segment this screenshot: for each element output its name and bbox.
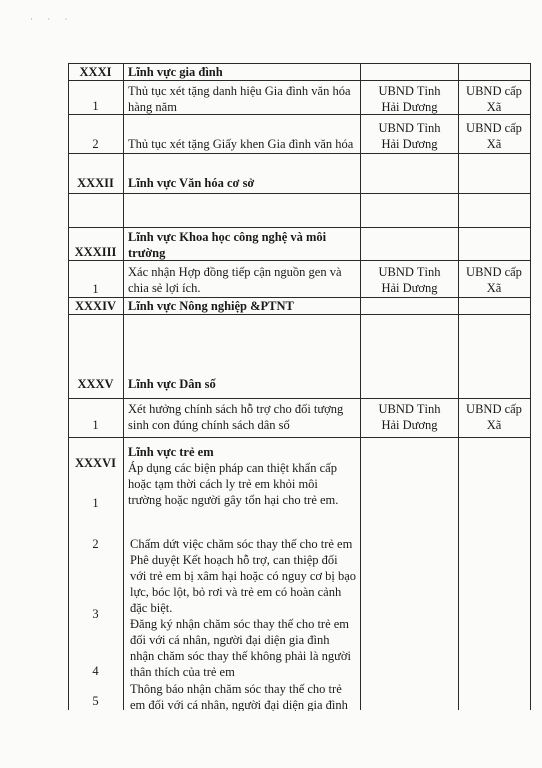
row-number: 1	[92, 496, 99, 510]
level-text: UBND cấp Xã	[466, 265, 522, 295]
section-title: Lĩnh vực Khoa học công nghệ và môi trường	[128, 230, 327, 260]
row-number: 2	[92, 537, 99, 551]
agency-text: UBND Tỉnh Hải Dương	[378, 121, 441, 151]
procedure-text: Thủ tục xét tặng danh hiệu Gia đình văn hóa hàng năm	[128, 84, 351, 114]
level-text: UBND cấp Xã	[466, 121, 522, 151]
procedure-text: Thủ tục xét tặng Giấy khen Gia đình văn hóa	[128, 137, 354, 151]
procedure-text: Thông báo nhận chăm sóc thay thế cho trẻ em đối với cá nhân, người đại diện gia đình	[130, 682, 348, 711]
procedure-text: Xác nhận Hợp đồng tiếp cận nguồn gen và chia sẻ lợi ích.	[128, 265, 342, 295]
section-number: XXXII	[77, 176, 114, 190]
row-number: 1	[92, 282, 99, 296]
section-title: Lĩnh vực Văn hóa cơ sở	[128, 176, 255, 190]
section-number: XXXI	[79, 65, 112, 79]
section-number: XXXVI	[75, 456, 116, 470]
scan-specks: · · ·	[30, 14, 74, 24]
row-number: 1	[92, 418, 99, 432]
section-number: XXXIV	[75, 299, 116, 313]
section-title: Lĩnh vực gia đình	[128, 65, 223, 79]
row-number: 5	[92, 694, 99, 708]
section-title: Lĩnh vực Nông nghiệp &PTNT	[128, 299, 294, 313]
procedure-text: Đăng ký nhận chăm sóc thay thế cho trẻ em đối với cá nhân, người đại diện gia đình nhận chăm sóc thay thế không phải là người thân thích của trẻ em	[130, 617, 351, 679]
row-number: 1	[92, 99, 99, 113]
agency-text: UBND Tỉnh Hải Dương	[378, 265, 441, 295]
section-title: Lĩnh vực trẻ em	[128, 445, 214, 459]
level-text: UBND cấp Xã	[466, 84, 522, 114]
row-number: 3	[92, 607, 99, 621]
agency-text: UBND Tỉnh Hải Dương	[378, 402, 441, 432]
procedure-text: Chấm dứt việc chăm sóc thay thế cho trẻ em	[130, 537, 353, 551]
row-number: 4	[92, 664, 99, 678]
agency-text: UBND Tỉnh Hải Dương	[378, 84, 441, 114]
row-number: 2	[92, 137, 99, 151]
section-number: XXXIII	[74, 245, 117, 259]
level-text: UBND cấp Xã	[466, 402, 522, 432]
section-number: XXXV	[77, 377, 114, 391]
procedure-text: Áp dụng các biện pháp can thiệt khẩn cấp hoặc tạm thời cách ly trẻ em khỏi môi trường hoặc người gây tổn hại cho trẻ em.	[128, 461, 339, 507]
procedure-text: Phê duyệt Kết hoạch hỗ trợ, can thiệp đối với trẻ em bị xâm hại hoặc có nguy cơ bị bạo lực, bóc lột, bỏ rơi và trẻ em có hoàn cảnh đặc biệt.	[130, 553, 357, 615]
procedure-text: Xét hưởng chính sách hỗ trợ cho đối tượng sinh con đúng chính sách dân số	[128, 402, 344, 432]
section-title: Lĩnh vực Dân số	[128, 377, 216, 391]
